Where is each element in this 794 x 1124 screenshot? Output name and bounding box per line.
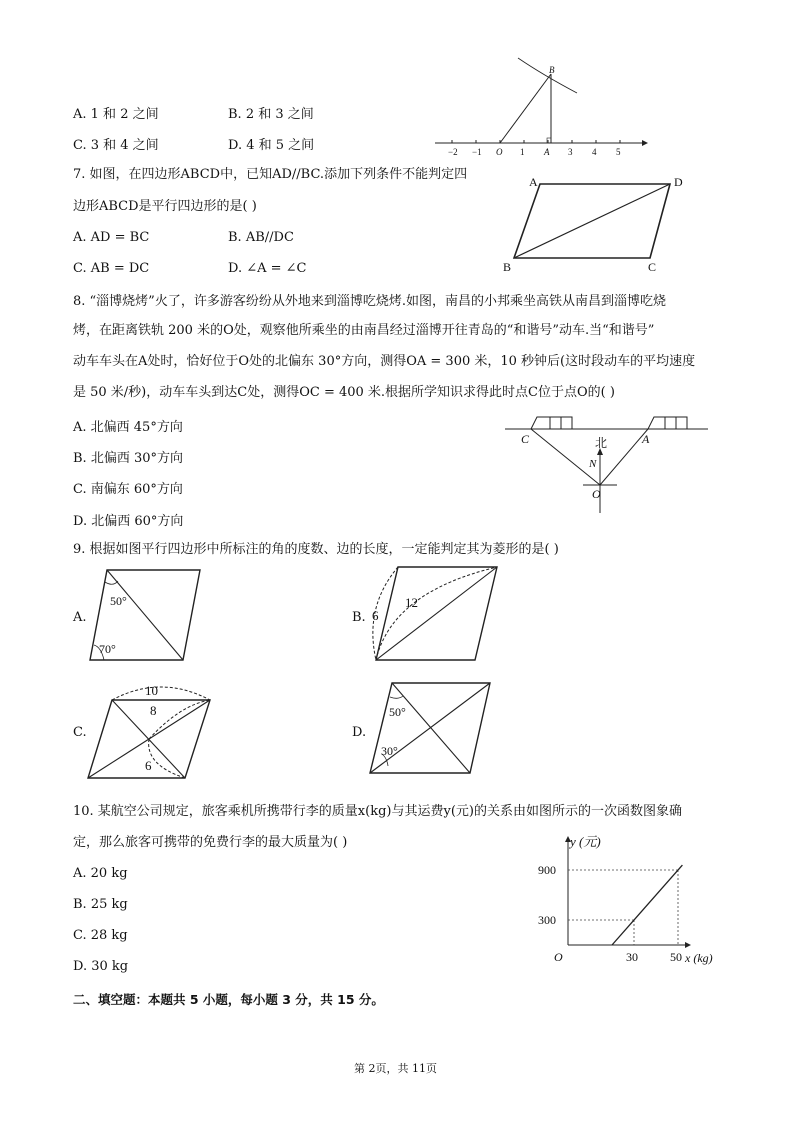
page-footer: 第 2页，共 11页 (354, 1062, 437, 1075)
q6-option-a: A. 1 和 2 之间 (73, 107, 159, 122)
q9-figure-c (85, 680, 235, 785)
q9b-side-6: 6 (372, 608, 379, 623)
q10-option-d: D. 30 kg (73, 959, 129, 974)
q8-line4: 是 50 米/秒)，动车车头到达C处，测得OC = 400 米.根据所学知识求得此时点C位于点O的( ) (73, 385, 615, 400)
q7-option-c: C. AB = DC (73, 261, 150, 276)
q10-line1: 10. 某航空公司规定，旅客乘机所携带行李的质量x(kg)与其运费y(元)的关系由如图所示的一次函数图象确 (73, 804, 682, 819)
q6-option-c: C. 3 和 4 之间 (73, 138, 159, 153)
q8-option-a: A. 北偏西 45°方向 (73, 420, 183, 435)
q6-number-line-figure (430, 55, 660, 165)
q6-tick-label: A (544, 147, 550, 157)
q9-option-a-letter: A. (73, 610, 87, 625)
chart-origin: O (554, 950, 563, 964)
q7-text-line1: 7. 如图，在四边形ABCD中，已知AD//BC.添加下列条件不能判定四 (73, 167, 468, 182)
q9-option-b-letter: B. (352, 610, 366, 625)
q8-option-b: B. 北偏西 30°方向 (73, 451, 183, 466)
q7-option-d: D. ∠A = ∠C (228, 261, 307, 276)
q9b-diag-12: 12 (405, 595, 418, 610)
q9d-angle-30: 30° (381, 744, 398, 758)
q8-label-c: C (521, 432, 530, 446)
q9-figure-d (365, 678, 495, 778)
q8-option-c: C. 南偏东 60°方向 (73, 482, 183, 497)
q6-tick-label: 1 (520, 147, 525, 157)
q6-option-b: B. 2 和 3 之间 (228, 107, 314, 122)
q9-figure-a (85, 565, 215, 665)
q7-label-c: C (648, 260, 657, 274)
q8-label-a: A (642, 432, 650, 446)
q9d-angle-50: 50° (389, 705, 406, 719)
q6-tick-label: 3 (568, 147, 573, 157)
q9-option-c-letter: C. (73, 725, 87, 740)
q9a-angle-70: 70° (99, 642, 116, 656)
q10-line2: 定，那么旅客可携带的免费行李的最大质量为( ) (73, 835, 348, 850)
q9a-angle-50: 50° (110, 594, 127, 608)
q9-option-d-letter: D. (352, 725, 367, 740)
q6-label-b: B (549, 65, 555, 75)
q7-option-a: A. AD = BC (73, 230, 150, 245)
chart-xlabel: x (kg) (685, 951, 713, 965)
q7-label-d: D (674, 175, 683, 189)
q9c-side-10: 10 (145, 683, 158, 698)
q7-label-a: A (529, 175, 538, 189)
chart-ylabel: y (元) (570, 834, 601, 849)
q8-line2: 烤，在距离铁轨 200 米的O处，观察他所乘坐的由南昌经过淄博开往青岛的“和谐号”动车.当“和谐号” (73, 323, 655, 338)
q9c-half-diag-6: 6 (145, 758, 152, 773)
q10-option-b: B. 25 kg (73, 897, 128, 912)
q10-option-c: C. 28 kg (73, 928, 128, 943)
q7-quadrilateral-figure (500, 170, 700, 280)
y-tick-label: 900 (538, 863, 556, 878)
q10-line-chart (530, 828, 730, 968)
q6-tick-label: O (496, 147, 503, 157)
q8-train-figure (505, 405, 710, 520)
q6-tick-label: −2 (448, 147, 458, 157)
q7-option-b: B. AB//DC (228, 230, 294, 245)
q6-tick-label: −1 (472, 147, 482, 157)
q8-label-o: O (592, 487, 601, 501)
q8-label-n: N (589, 458, 597, 470)
q7-label-b: B (503, 260, 512, 274)
y-tick-label: 300 (538, 913, 556, 928)
q8-line3: 动车车头在A处时，恰好位于O处的北偏东 30°方向，测得OA = 300 米，10 秒钟后(这时段动车的平均速度 (73, 354, 696, 369)
q6-tick-label: 4 (592, 147, 597, 157)
q10-option-a: A. 20 kg (73, 866, 128, 881)
q6-option-d: D. 4 和 5 之间 (228, 138, 315, 153)
section-2-heading: 二、填空题：本题共 5 小题，每小题 3 分，共 15 分。 (73, 992, 384, 1007)
series-line (612, 865, 682, 945)
q8-option-d: D. 北偏西 60°方向 (73, 514, 184, 529)
q8-label-north: 北 (595, 436, 608, 450)
q9-text: 9. 根据如图平行四边形中所标注的角的度数、边的长度，一定能判定其为菱形的是( ) (73, 542, 559, 557)
q9c-half-diag-8: 8 (150, 703, 157, 718)
q7-text-line2: 边形ABCD是平行四边形的是( ) (73, 199, 257, 214)
q9-figure-b (362, 562, 512, 665)
x-tick-label: 30 (626, 950, 638, 964)
q8-line1: 8. “淄博烧烤”火了，许多游客纷纷从外地来到淄博吃烧烤.如图，南昌的小邦乘坐高铁从南昌到淄博吃烧 (73, 294, 666, 309)
x-tick-label: 50 (670, 950, 682, 964)
q6-tick-label: 5 (616, 147, 621, 157)
